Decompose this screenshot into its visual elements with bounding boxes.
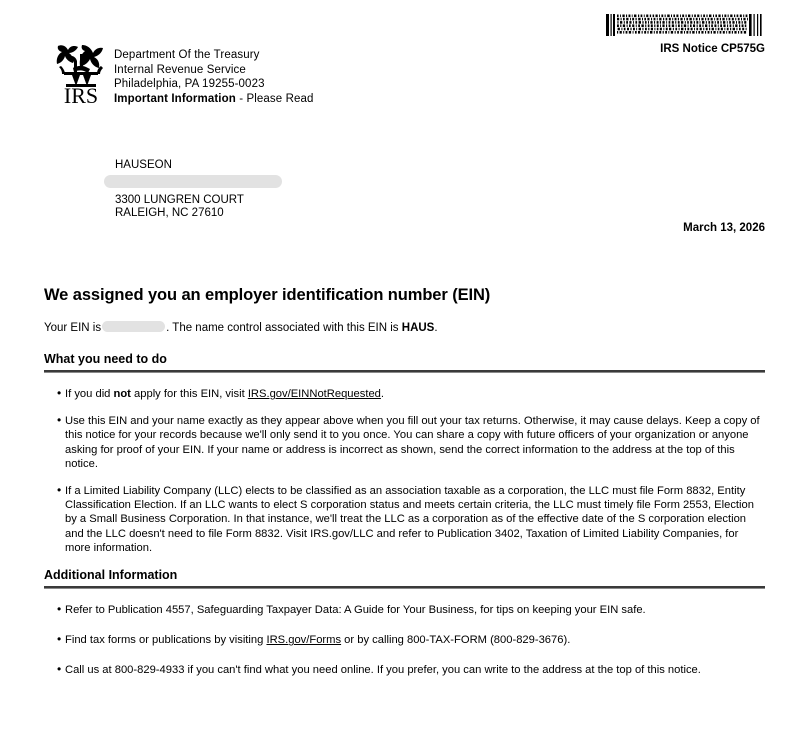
redacted-address-line xyxy=(104,175,282,188)
list-item: • Use this EIN and your name exactly as they appear above when you fill out your tax returns. Otherwise, it may cause delays. Keep a copy of this notice for your records because we'll only send it to you once. You can share a copy with future officers of your organization or anyone asking for proof of your EIN. If your name or address is incorrect as shown, send the correct information to the address at the top of this notice. xyxy=(44,414,766,471)
recipient-city-state-zip: RALEIGH, NC 27610 xyxy=(115,207,224,219)
list-item xyxy=(44,387,766,401)
notice-body xyxy=(44,286,766,694)
section-divider xyxy=(44,370,765,373)
irs-notice-number: IRS Notice CP575G xyxy=(660,43,765,55)
list-item: • Call us at 800-829-4933 if you can't find what you need online. If you prefer, you can write to the address at the top of this notice. xyxy=(44,663,766,677)
important-bold: Important Information xyxy=(114,92,236,105)
agency-department: Department Of the Treasury xyxy=(114,49,260,61)
notice-barcode-area xyxy=(605,14,765,55)
section-heading-what-you-need-to-do: What you need to do xyxy=(44,352,167,366)
ein-end-text: . xyxy=(434,322,438,334)
list-item: • If a Limited Liability Company (LLC) elects to be classified as an association taxable as a corporation, the LLC must file Form 8832, Entity Classification Election. If an LLC wants to elect S corporation status and meets certain criteria, the LLC must timely file Form 2553, Election by a Small Business Corporation. In that instance, we'll treat the LLC as a corporation as of the effective date of the S corporation election and the LLC doesn't need to file Form 8832. Visit IRS.gov/LLC and refer to Publication 3402, Taxation of Limited Liability Companies, for more information. xyxy=(44,484,766,555)
ein-middle-text: . The name control associated with this EIN is xyxy=(166,322,402,334)
important-rest: - Please Read xyxy=(235,92,314,105)
additional-information-section xyxy=(44,568,766,678)
ein-statement xyxy=(44,321,766,336)
item-text-bold: not xyxy=(113,388,131,400)
recipient-address-block xyxy=(115,159,282,221)
list-item: • Refer to Publication 4557, Safeguarding Taxpayer Data: A Guide for Your Business, for tips on keeping your EIN safe. xyxy=(44,603,766,617)
additional-information-list xyxy=(44,603,766,678)
recipient-name: HAUSEON xyxy=(115,159,172,171)
redacted-ein-value xyxy=(102,321,165,332)
page-title: We assigned you an employer identification number (EIN) xyxy=(44,286,491,304)
notice-header xyxy=(0,0,811,130)
list-item xyxy=(44,633,766,647)
name-control-value: HAUS xyxy=(401,322,435,334)
agency-address-block xyxy=(114,48,314,106)
agency-city-state-zip: Philadelphia, PA 19255-0023 xyxy=(114,78,265,91)
notice-date: March 13, 2026 xyxy=(683,222,765,234)
item-text-post: or by calling 800-TAX-FORM (800-829-3676). xyxy=(341,634,571,647)
irs-gov-forms-link[interactable]: IRS.gov/Forms xyxy=(266,634,342,647)
item-text-pre: Find tax forms or publications by visiting xyxy=(65,634,267,647)
svg-text:IRS: IRS xyxy=(63,83,99,106)
irs-logo-icon xyxy=(52,42,110,106)
section-heading-additional-information: Additional Information xyxy=(44,568,178,583)
what-you-need-to-do-list xyxy=(44,387,766,555)
item-text-post: . xyxy=(380,388,384,400)
ein-intro-text: Your EIN is xyxy=(44,322,102,334)
important-information-line xyxy=(114,92,314,107)
item-text-mid: apply for this EIN, visit xyxy=(130,388,248,400)
ein-not-requested-link[interactable]: IRS.gov/EINNotRequested xyxy=(247,388,381,400)
section-divider xyxy=(44,586,765,589)
item-text-pre: If you did xyxy=(65,388,114,400)
agency-service: Internal Revenue Service xyxy=(114,63,246,76)
recipient-street: 3300 LUNGREN COURT xyxy=(115,193,244,206)
pdf417-barcode-icon xyxy=(605,14,765,36)
